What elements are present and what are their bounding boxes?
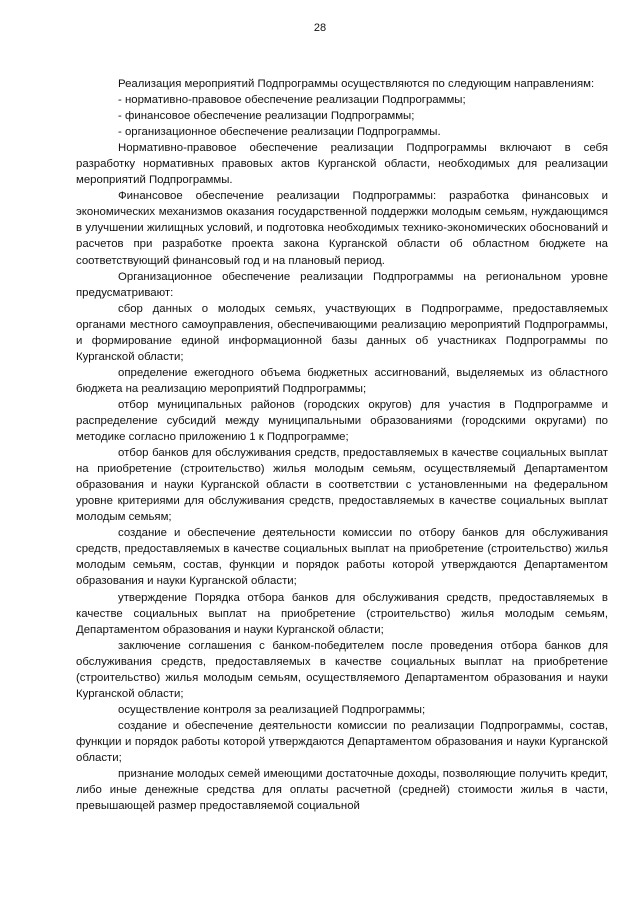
document-body	[76, 76, 608, 814]
paragraph-budget-allocation: определение ежегодного объема бюджетных ассигнований, выделяемых из областного бюджета на реализацию мероприятий Подпрограммы;	[76, 366, 608, 395]
list-item-financial-support: - финансовое обеспечение реализации Подпрограммы;	[118, 110, 415, 123]
list-item-legal-support: - нормативно-правовое обеспечение реализации Подпрограммы;	[118, 94, 466, 107]
page-number: 28	[313, 22, 327, 34]
paragraph-municipal-selection: отбор муниципальных районов (городских округов) для участия в Подпрограмме и распределение субсидий между муниципальными образованиями (городскими округами) по методике согласно приложению 1 к Подпрограмме;	[76, 398, 608, 444]
paragraph-organizational-support: Организационное обеспечение реализации Подпрограммы на региональном уровне предусматривают:	[76, 270, 608, 299]
paragraph-bank-agreement: заключение соглашения с банком-победителем после проведения отбора банков для обслуживания средств, предоставляемых в качестве социальных выплат на приобретение (строительство) жилья молодым семьям, осуществляемого Департаментом образования и науки Курганской области;	[76, 639, 608, 700]
paragraph-data-collection: сбор данных о молодых семьях, участвующих в Подпрограмме, предоставляемых органами местного самоуправления, обеспечивающими реализацию мероприятий Подпрограммы, и формирование единой информационной базы данных об участниках Подпрограммы по Курганской области;	[76, 302, 608, 363]
paragraph-directions-intro: Реализация мероприятий Подпрограммы осуществляются по следующим направлениям:	[118, 78, 595, 90]
paragraph-selection-procedure: утверждение Порядка отбора банков для обслуживания средств, предоставляемых в качестве социальных выплат на приобретение (строительство) жилья молодым семьям, Департаментом образования и науки Курганской области;	[76, 591, 608, 636]
paragraph-bank-selection: отбор банков для обслуживания средств, предоставляемых в качестве социальных выплат на приобретение (строительство) жилья молодым семьям, осуществляемый Департаментом образования и науки Курганской области в соответствии с установленными на федеральном уровне критериями для обслуживания средств, предоставляемых в качестве социальных выплат молодым семьям;	[76, 447, 608, 524]
paragraph-implementation-commission: создание и обеспечение деятельности комиссии по реализации Подпрограммы, состав, функции и порядок работы которой утверждаются Департаментом образования и науки Курганской области;	[76, 719, 608, 764]
paragraph-monitoring: осуществление контроля за реализацией Подпрограммы;	[118, 703, 426, 716]
paragraph-financial-support: Финансовое обеспечение реализации Подпрограммы: разработка финансовых и экономических механизмов оказания государственной поддержки молодым семьям, нуждающимся в улучшении жилищных условий, и подготовка необходимых технико-экономических обоснований и расчетов при разработке проекта закона Курганской области об областном бюджете на соответствующий финансовый год и на плановый период.	[76, 190, 608, 267]
list-item-organizational-support: - организационное обеспечение реализации Подпрограммы.	[118, 126, 441, 139]
paragraph-legal-support: Нормативно-правовое обеспечение реализации Подпрограммы включают в себя разработку нормативных правовых актов Курганской области, необходимых для реализации мероприятий Подпрограммы.	[76, 142, 608, 187]
paragraph-bank-commission: создание и обеспечение деятельности комиссии по отбору банков для обслуживания средств, предоставляемых в качестве социальных выплат на приобретение (строительство) жилья молодым семьям, состав, функции и порядок работы которой утверждаются Департаментом образования и науки Курганской области;	[76, 527, 608, 588]
paragraph-sufficient-income: признание молодых семей имеющими достаточные доходы, позволяющие получить кредит, либо иные денежные средства для оплаты расчетной (средней) стоимости жилья в части, превышающей размер предоставляемой социальной	[76, 768, 608, 813]
